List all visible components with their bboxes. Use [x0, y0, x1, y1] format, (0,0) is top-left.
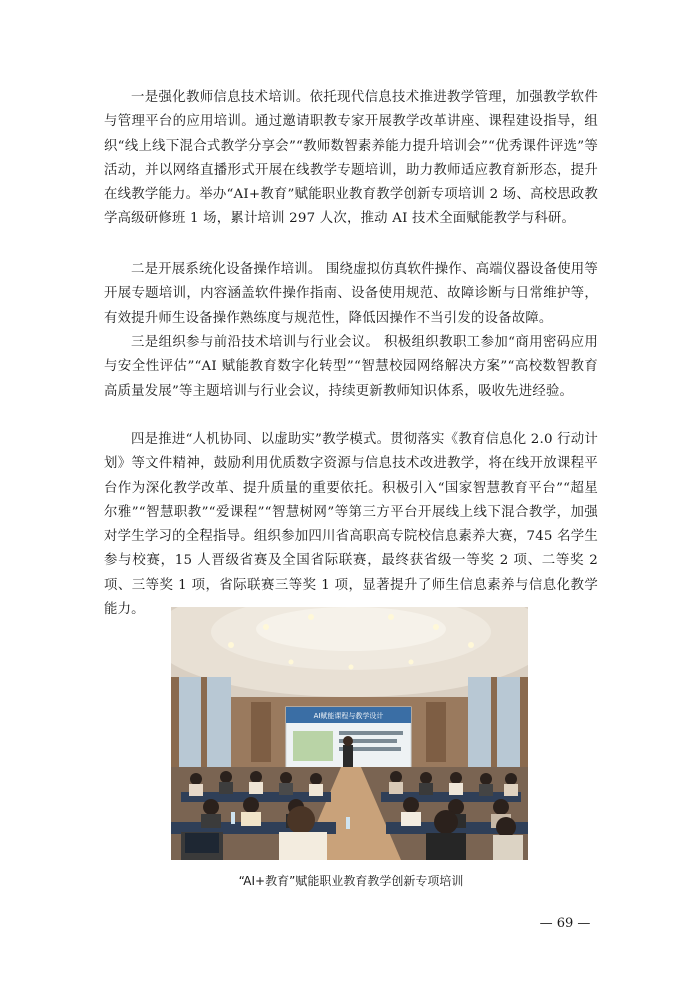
figure-caption: “AI+教育”赋能职业教育教学创新专项培训: [238, 874, 464, 888]
screen-title: AI赋能课程与教学设计: [313, 712, 384, 720]
paragraph-blended-teaching: 四是推进“人机协同、以虚助实”教学模式。贯彻落实《教育信息化 2.0 行动计划》等文件精神，鼓励利用优质数字资源与信息技术改进教学，将在线开放课程平台作为深化教学改革、提升质量的重要依托。积极引入“国家智慧教育平台”“超星尔雅”“智慧职教”“爱课程”“智慧树网”等第三方平台开展线上线下混合教学，加强对学生学习的全程指导。组织参加四川省高职高专院校信息素养大赛，745 名学生参与校赛，15 人晋级省赛及全国省际联赛，最终获省级一等奖 2 项、二等奖 2 项、三等奖 1 项，省际联赛三等奖 1 项，显著提升了师生信息素养与信息化教学能力。: [104, 432, 598, 618]
page-number: — 69 —: [539, 916, 591, 931]
paragraph-equipment-training: 二是开展系统化设备操作培训。 围绕虚拟仿真软件操作、高端仪器设备使用等开展专题培训，内容涵盖软件操作指南、设备使用规范、故障诊断与日常维护等，有效提升师生设备操作熟练度与规范性，降低因操作不当引发的设备故障。: [104, 262, 598, 326]
training-photo: [171, 607, 528, 860]
paragraph-frontier-conferences: 三是组织参与前沿技术培训与行业会议。 积极组织教职工参加“商用密码应用与安全性评估”“AI 赋能教育数字化转型”“智慧校园网络解决方案”“高校数智教育高质量发展”等主题培训与行业会议，持续更新教师知识体系，吸收先进经验。: [104, 335, 598, 399]
paragraph-teacher-it-training: 一是强化教师信息技术培训。依托现代信息技术推进教学管理，加强教学软件与管理平台的应用培训。通过邀请职教专家开展教学改革讲座、课程建设指导，组织“线上线下混合式教学分享会”“教师数智素养能力提升培训会”“优秀课件评选”等活动，并以网络直播形式开展在线教学专题培训，助力教师适应教育新形态，提升在线教学能力。举办“AI+教育”赋能职业教育教学创新专项培训 2 场、高校思政教学高级研修班 1 场，累计培训 297 人次，推动 AI 技术全面赋能教学与科研。: [104, 90, 598, 227]
